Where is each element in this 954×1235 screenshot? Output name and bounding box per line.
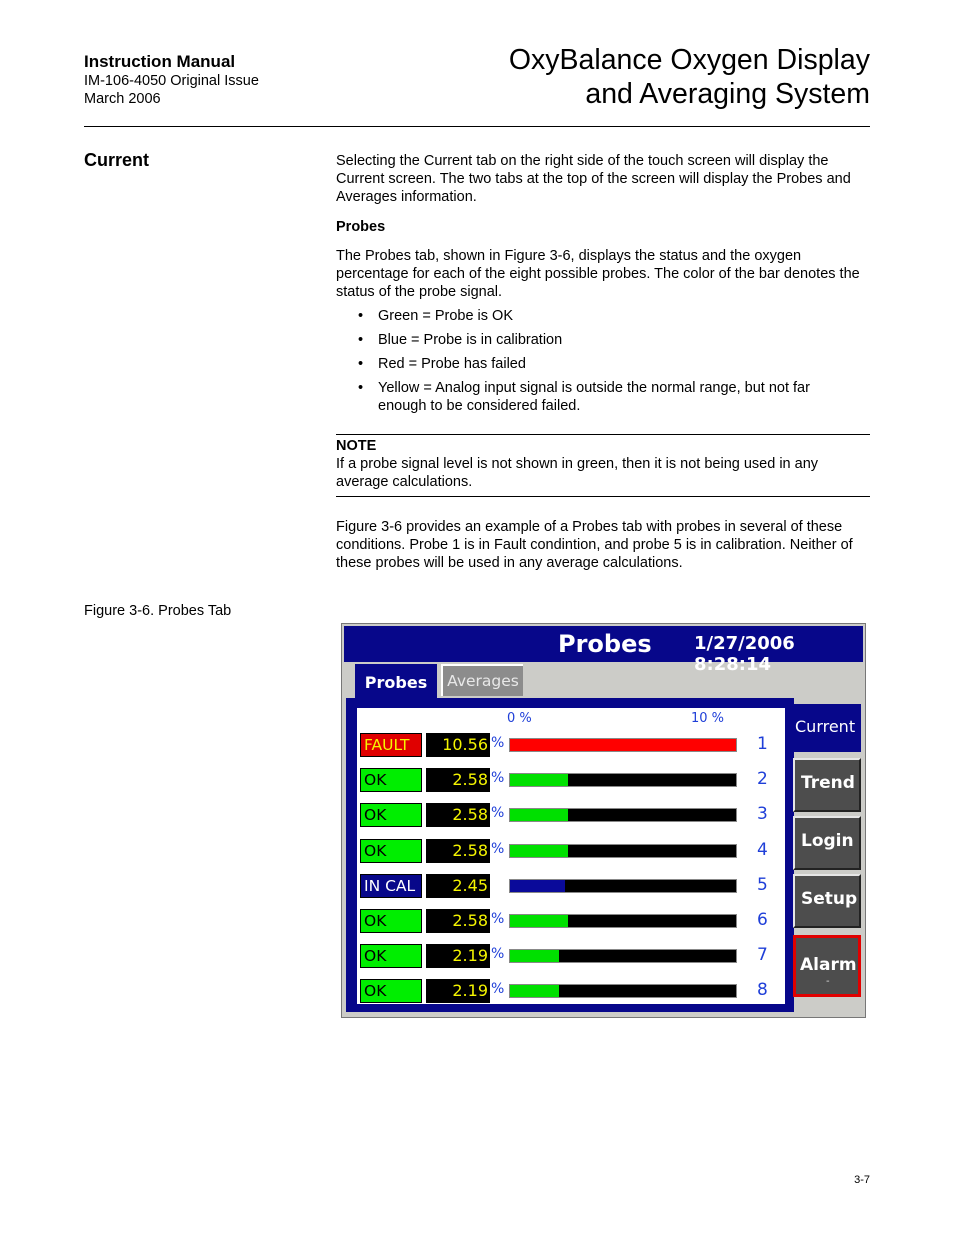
probe-unit: % bbox=[491, 805, 505, 822]
tab-probes[interactable]: Probes bbox=[355, 664, 437, 700]
trend-button[interactable]: Trend bbox=[793, 758, 861, 812]
probe-value: 2.19 bbox=[426, 979, 490, 1003]
status-color-list bbox=[358, 307, 870, 417]
bullet-icon: • bbox=[358, 308, 364, 324]
probe-row bbox=[357, 768, 785, 794]
screen-bottom-strip bbox=[342, 1012, 865, 1017]
alarm-button[interactable] bbox=[793, 935, 861, 997]
probe-status-badge: OK bbox=[360, 803, 422, 827]
alarm-label: Alarm bbox=[800, 955, 857, 975]
list-item-text: Red = Probe has failed bbox=[378, 356, 526, 372]
probe-status-badge: OK bbox=[360, 768, 422, 792]
probe-value: 2.58 bbox=[426, 909, 490, 933]
probe-number: 2 bbox=[757, 769, 768, 790]
doc-date: March 2006 bbox=[84, 91, 161, 107]
probe-level-bar bbox=[509, 738, 737, 752]
current-button[interactable]: Current bbox=[793, 704, 861, 752]
title-line-2: and Averaging System bbox=[585, 78, 870, 110]
probe-level-bar bbox=[509, 808, 737, 822]
probe-level-fill bbox=[510, 950, 559, 962]
probe-level-bar bbox=[509, 773, 737, 787]
probe-status-badge: OK bbox=[360, 839, 422, 863]
note-bottom-rule bbox=[336, 496, 870, 497]
screen-datetime: 1/27/2006 8:28:14 bbox=[694, 633, 795, 675]
probe-value: 10.56 bbox=[426, 733, 490, 757]
list-item-text: Blue = Probe is in calibration bbox=[378, 332, 563, 348]
probe-level-bar bbox=[509, 844, 737, 858]
probe-status-badge: OK bbox=[360, 909, 422, 933]
probe-row bbox=[357, 803, 785, 829]
document-title bbox=[509, 43, 870, 111]
probe-unit: % bbox=[491, 911, 505, 927]
probes-subheading: Probes bbox=[336, 219, 386, 235]
probe-number: 5 bbox=[757, 874, 768, 895]
probe-row bbox=[357, 733, 785, 759]
probe-unit: % bbox=[491, 735, 505, 751]
probe-status-badge: OK bbox=[360, 979, 422, 1003]
probe-unit: % bbox=[491, 770, 505, 787]
alarm-indicator: - bbox=[826, 976, 830, 987]
probe-number: 1 bbox=[757, 734, 768, 754]
setup-button[interactable]: Setup bbox=[793, 874, 861, 928]
title-line-1: OxyBalance Oxygen Display bbox=[508, 44, 870, 76]
probe-row bbox=[357, 944, 785, 970]
probe-value: 2.19 bbox=[426, 944, 490, 968]
probe-level-bar bbox=[509, 949, 737, 963]
probes-screen-figure bbox=[341, 623, 866, 1018]
probe-level-bar bbox=[509, 879, 737, 893]
probes-paragraph: The Probes tab, shown in Figure 3-6, displays the status and the oxygen percentage for each of the eight possible probes. The color of the bar denotes the status of the probe signal. bbox=[336, 248, 860, 300]
probe-level-bar bbox=[509, 984, 737, 998]
scale-max-label: 10 % bbox=[691, 711, 725, 726]
probe-unit: % bbox=[491, 946, 505, 963]
list-item-text: Yellow = Analog input signal is outside the normal range, but not far enough to be considered failed. bbox=[378, 380, 810, 414]
bullet-icon: • bbox=[358, 356, 364, 372]
scale-min-label: 0 % bbox=[507, 711, 532, 726]
header-rule bbox=[84, 126, 870, 127]
probe-value: 2.58 bbox=[426, 803, 490, 827]
probe-level-fill bbox=[510, 774, 568, 786]
probe-level-fill bbox=[510, 915, 568, 927]
probe-value: 2.58 bbox=[426, 768, 490, 792]
probe-number: 4 bbox=[757, 839, 768, 860]
probe-row bbox=[357, 839, 785, 865]
intro-paragraph: Selecting the Current tab on the right side of the touch screen will display the Current screen. The two tabs at the top of the screen will display the Probes and Averages information. bbox=[336, 153, 851, 205]
page-number: 3-7 bbox=[854, 1174, 870, 1186]
probe-level-fill bbox=[510, 809, 568, 821]
figure-paragraph: Figure 3-6 provides an example of a Probes tab with probes in several of these conditions. Probe 1 is in Fault condintion, and probe 5 is in calibration. Neither of these probes will be used in any average calculations. bbox=[336, 519, 853, 571]
probe-value: 2.45 bbox=[426, 874, 490, 898]
bullet-icon: • bbox=[358, 380, 364, 396]
probe-level-fill bbox=[510, 845, 568, 857]
bullet-icon: • bbox=[358, 332, 364, 348]
probe-status-badge: OK bbox=[360, 944, 422, 968]
probe-level-fill bbox=[510, 739, 736, 751]
probe-unit: % bbox=[491, 840, 505, 857]
figure-caption: Figure 3-6. Probes Tab bbox=[84, 603, 232, 619]
note-label: NOTE bbox=[336, 438, 377, 454]
header-left bbox=[84, 52, 259, 108]
probe-row bbox=[357, 874, 785, 900]
screen-title: Probes bbox=[558, 630, 652, 658]
probe-row bbox=[357, 979, 785, 1005]
probe-number: 8 bbox=[757, 980, 768, 1001]
doc-id: IM-106-4050 Original Issue bbox=[84, 73, 259, 89]
note-top-rule bbox=[336, 434, 870, 435]
list-item-text: Green = Probe is OK bbox=[378, 308, 513, 324]
note-text: If a probe signal level is not shown in green, then it is not being used in any average calculations. bbox=[336, 456, 819, 490]
probe-status-badge: FAULT bbox=[360, 733, 422, 757]
probe-number: 7 bbox=[757, 945, 768, 966]
probe-row bbox=[357, 909, 785, 935]
probe-level-bar bbox=[509, 914, 737, 928]
manual-label: Instruction Manual bbox=[84, 52, 236, 71]
probe-level-fill bbox=[510, 880, 565, 892]
login-button[interactable]: Login bbox=[793, 816, 861, 870]
probe-level-fill bbox=[510, 985, 559, 997]
probe-number: 3 bbox=[757, 804, 768, 825]
probe-status-badge: IN CAL bbox=[360, 874, 422, 898]
probes-panel bbox=[346, 698, 794, 1014]
tab-averages[interactable]: Averages bbox=[441, 664, 523, 696]
probe-number: 6 bbox=[757, 910, 768, 930]
section-heading: Current bbox=[84, 150, 150, 170]
probes-list bbox=[357, 708, 785, 1004]
screen-title-bar bbox=[344, 626, 863, 675]
probe-value: 2.58 bbox=[426, 839, 490, 863]
probe-unit: % bbox=[491, 981, 505, 998]
